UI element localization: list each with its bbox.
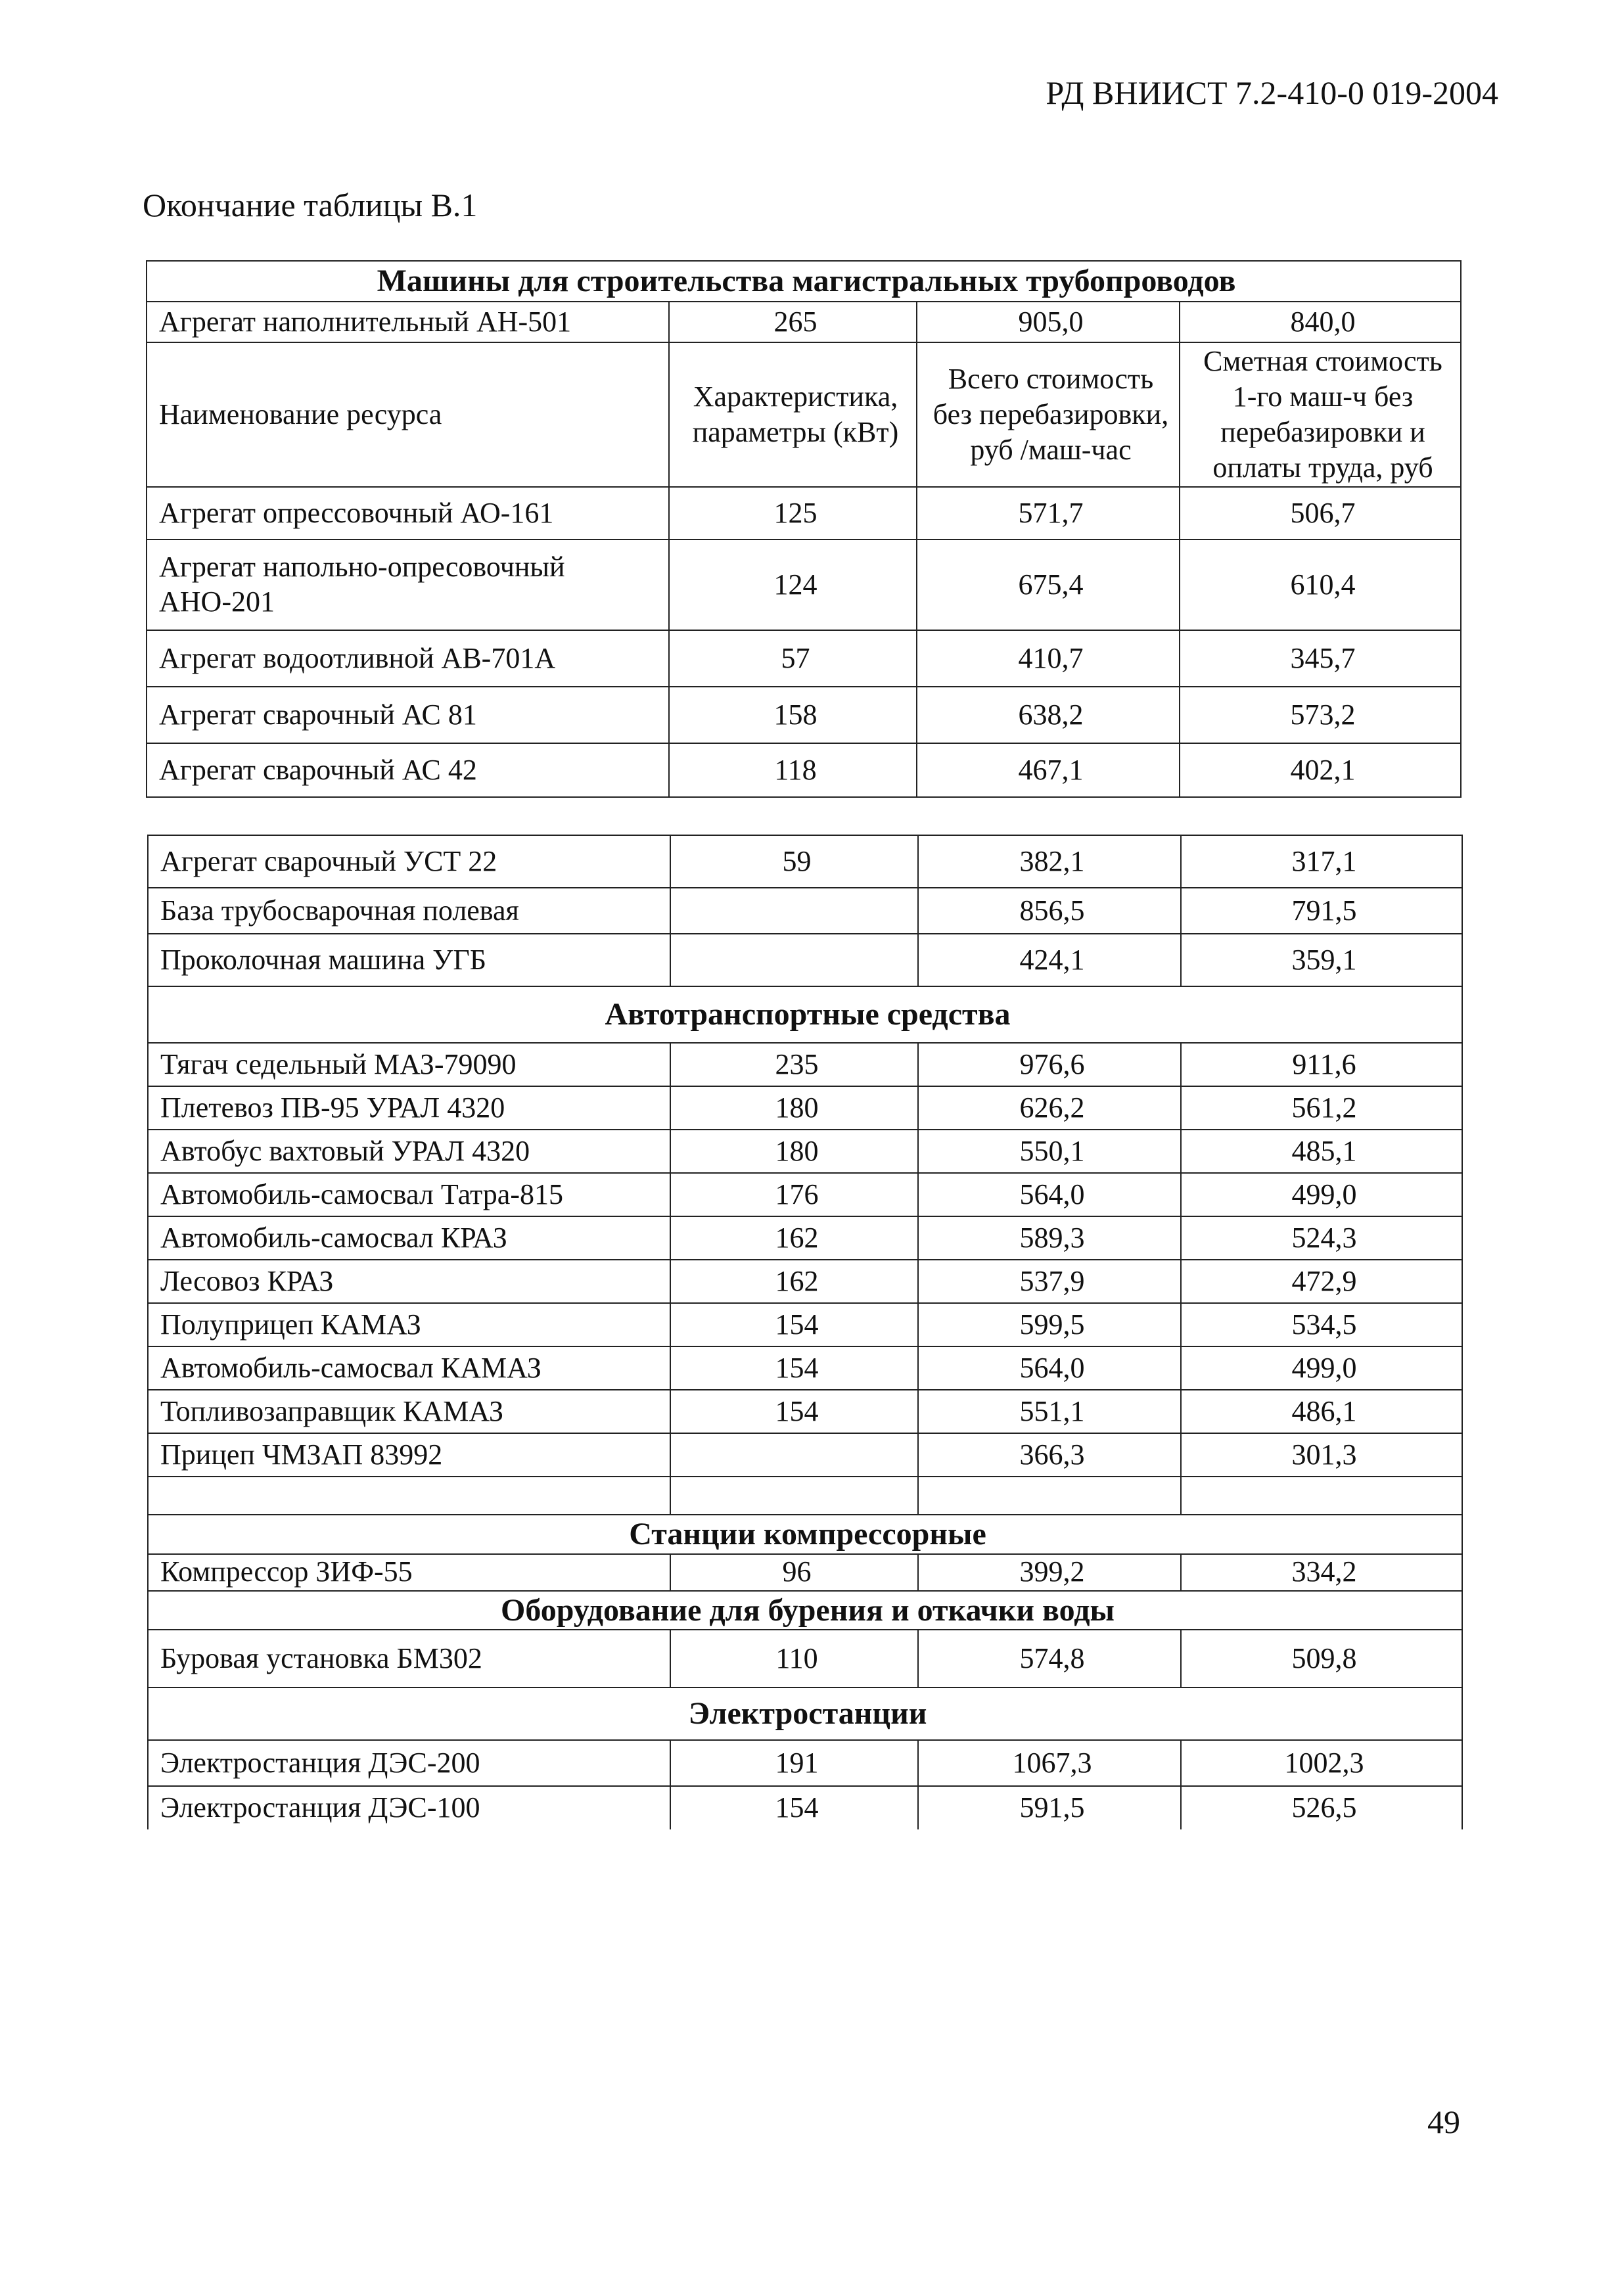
- total-cost: 410,7: [917, 630, 1180, 687]
- resource-name: Автомобиль-самосвал Татра-815: [148, 1173, 670, 1216]
- resource-name: Агрегат наполнительный АН-501: [147, 302, 669, 342]
- estimated-cost: 472,9: [1181, 1260, 1462, 1303]
- estimated-cost: 561,2: [1181, 1086, 1462, 1130]
- section-row: [148, 986, 1462, 1043]
- resource-name: Автобус вахтовый УРАЛ 4320: [148, 1130, 670, 1173]
- power-kw: 154: [670, 1786, 918, 1829]
- estimated-cost: 1002,3: [1181, 1740, 1462, 1786]
- resource-name: Агрегат опрессовочный АО-161: [147, 487, 669, 540]
- resource-name: Автомобиль-самосвал КРАЗ: [148, 1216, 670, 1260]
- total-cost: 591,5: [918, 1786, 1181, 1829]
- estimated-cost: 791,5: [1181, 888, 1462, 934]
- table-caption: Окончание таблицы В.1: [143, 187, 478, 223]
- estimated-cost: [1181, 1477, 1462, 1515]
- column-header-total-cost: Всего стоимость без перебазировки, руб /маш-час: [917, 342, 1180, 487]
- total-cost: 574,8: [918, 1630, 1181, 1688]
- power-kw: 176: [670, 1173, 918, 1216]
- resource-name: База трубосварочная полевая: [148, 888, 670, 934]
- power-kw: 57: [669, 630, 917, 687]
- power-kw: 162: [670, 1216, 918, 1260]
- estimated-cost: 345,7: [1180, 630, 1461, 687]
- estimated-cost: 317,1: [1181, 835, 1462, 888]
- estimated-cost: 499,0: [1181, 1173, 1462, 1216]
- total-cost: 638,2: [917, 687, 1180, 743]
- table-row: [148, 1173, 1462, 1216]
- estimated-cost: 524,3: [1181, 1216, 1462, 1260]
- section-title: Машины для строительства магистральных трубопроводов: [147, 261, 1461, 302]
- estimated-cost: 359,1: [1181, 934, 1462, 986]
- total-cost: 564,0: [918, 1173, 1181, 1216]
- table-row: [147, 630, 1461, 687]
- power-kw: 96: [670, 1554, 918, 1591]
- estimated-cost: 840,0: [1180, 302, 1461, 342]
- estimated-cost: 485,1: [1181, 1130, 1462, 1173]
- total-cost: 424,1: [918, 934, 1181, 986]
- section-title: Электростанции: [148, 1688, 1462, 1740]
- total-cost: 399,2: [918, 1554, 1181, 1591]
- column-header-name: Наименование ресурса: [147, 342, 669, 487]
- resource-name: Буровая установка БМ302: [148, 1630, 670, 1688]
- resource-name: Агрегат сварочный УСТ 22: [148, 835, 670, 888]
- power-kw: 110: [670, 1630, 918, 1688]
- power-kw: 191: [670, 1740, 918, 1786]
- table-row: [148, 1346, 1462, 1390]
- estimated-cost: 911,6: [1181, 1043, 1462, 1086]
- power-kw: [670, 1477, 918, 1515]
- total-cost: 1067,3: [918, 1740, 1181, 1786]
- resource-name: Агрегат сварочный АС 81: [147, 687, 669, 743]
- estimated-cost: 610,4: [1180, 540, 1461, 630]
- section-row: [148, 1591, 1462, 1630]
- total-cost: 382,1: [918, 835, 1181, 888]
- table-row: [148, 1433, 1462, 1477]
- estimated-cost: 509,8: [1181, 1630, 1462, 1688]
- column-header-power: Характеристика, параметры (кВт): [669, 342, 917, 487]
- resource-name: Агрегат напольно-опресовочный АНО-201: [147, 540, 669, 630]
- total-cost: 856,5: [918, 888, 1181, 934]
- estimated-cost: 534,5: [1181, 1303, 1462, 1346]
- total-cost: 551,1: [918, 1390, 1181, 1433]
- table-row: [148, 1216, 1462, 1260]
- document-code: РД ВНИИСТ 7.2-410-0 019-2004: [1046, 74, 1498, 111]
- power-kw: 124: [669, 540, 917, 630]
- total-cost: 675,4: [917, 540, 1180, 630]
- resource-table-part-2: [147, 835, 1463, 1829]
- estimated-cost: 573,2: [1180, 687, 1461, 743]
- resource-name: [148, 1477, 670, 1515]
- resource-name: Тягач седельный МАЗ-79090: [148, 1043, 670, 1086]
- power-kw: 235: [670, 1043, 918, 1086]
- table-row: [148, 1786, 1462, 1829]
- resource-name: Лесовоз КРАЗ: [148, 1260, 670, 1303]
- power-kw: 154: [670, 1390, 918, 1433]
- table-row: [148, 1130, 1462, 1173]
- resource-name: Электростанция ДЭС-100: [148, 1786, 670, 1829]
- column-header-row: [147, 342, 1461, 487]
- total-cost: 550,1: [918, 1130, 1181, 1173]
- estimated-cost: 334,2: [1181, 1554, 1462, 1591]
- power-kw: 59: [670, 835, 918, 888]
- total-cost: 571,7: [917, 487, 1180, 540]
- power-kw: [670, 1433, 918, 1477]
- resource-name: Агрегат водоотливной АВ-701А: [147, 630, 669, 687]
- table-row: [147, 302, 1461, 342]
- estimated-cost: 499,0: [1181, 1346, 1462, 1390]
- total-cost: 905,0: [917, 302, 1180, 342]
- power-kw: 125: [669, 487, 917, 540]
- table-row: [148, 1630, 1462, 1688]
- table-row: [148, 1043, 1462, 1086]
- table-row-empty: [148, 1477, 1462, 1515]
- section-title: Оборудование для бурения и откачки воды: [148, 1591, 1462, 1630]
- total-cost: 564,0: [918, 1346, 1181, 1390]
- table-row: [148, 1260, 1462, 1303]
- total-cost: 537,9: [918, 1260, 1181, 1303]
- resource-name: Электростанция ДЭС-200: [148, 1740, 670, 1786]
- total-cost: 366,3: [918, 1433, 1181, 1477]
- table-row: [147, 687, 1461, 743]
- estimated-cost: 506,7: [1180, 487, 1461, 540]
- resource-table-part-1: [146, 260, 1462, 798]
- total-cost: [918, 1477, 1181, 1515]
- table-row: [147, 743, 1461, 797]
- table-row: [148, 1740, 1462, 1786]
- resource-name: Прицеп ЧМЗАП 83992: [148, 1433, 670, 1477]
- resource-name: Проколочная машина УГБ: [148, 934, 670, 986]
- resource-name: Агрегат сварочный АС 42: [147, 743, 669, 797]
- power-kw: 154: [670, 1346, 918, 1390]
- resource-name: Компрессор ЗИФ-55: [148, 1554, 670, 1591]
- table-row: [148, 1554, 1462, 1591]
- section-row: [148, 1688, 1462, 1740]
- power-kw: 265: [669, 302, 917, 342]
- table-row: [148, 934, 1462, 986]
- power-kw: 154: [670, 1303, 918, 1346]
- resource-name: Плетевоз ПВ-95 УРАЛ 4320: [148, 1086, 670, 1130]
- table-row: [148, 1303, 1462, 1346]
- total-cost: 626,2: [918, 1086, 1181, 1130]
- table-row: [148, 835, 1462, 888]
- section-title: Станции компрессорные: [148, 1515, 1462, 1554]
- power-kw: [670, 888, 918, 934]
- column-header-estimated-cost: Сметная стоимость 1-го маш-ч без перебазировки и оплаты труда, руб: [1180, 342, 1461, 487]
- power-kw: 158: [669, 687, 917, 743]
- table-row: [148, 1390, 1462, 1433]
- estimated-cost: 526,5: [1181, 1786, 1462, 1829]
- resource-name: Топливозаправщик КАМАЗ: [148, 1390, 670, 1433]
- section-row: [147, 261, 1461, 302]
- estimated-cost: 301,3: [1181, 1433, 1462, 1477]
- total-cost: 589,3: [918, 1216, 1181, 1260]
- page-number: 49: [1427, 2103, 1460, 2140]
- section-row: [148, 1515, 1462, 1554]
- resource-name: Полуприцеп КАМАЗ: [148, 1303, 670, 1346]
- power-kw: 180: [670, 1086, 918, 1130]
- total-cost: 599,5: [918, 1303, 1181, 1346]
- section-title: Автотранспортные средства: [148, 986, 1462, 1043]
- table-row: [148, 888, 1462, 934]
- table-row: [148, 1086, 1462, 1130]
- estimated-cost: 402,1: [1180, 743, 1461, 797]
- table-row: [147, 540, 1461, 630]
- power-kw: [670, 934, 918, 986]
- total-cost: 467,1: [917, 743, 1180, 797]
- resource-name: Автомобиль-самосвал КАМАЗ: [148, 1346, 670, 1390]
- table-row: [147, 487, 1461, 540]
- total-cost: 976,6: [918, 1043, 1181, 1086]
- power-kw: 118: [669, 743, 917, 797]
- power-kw: 180: [670, 1130, 918, 1173]
- estimated-cost: 486,1: [1181, 1390, 1462, 1433]
- power-kw: 162: [670, 1260, 918, 1303]
